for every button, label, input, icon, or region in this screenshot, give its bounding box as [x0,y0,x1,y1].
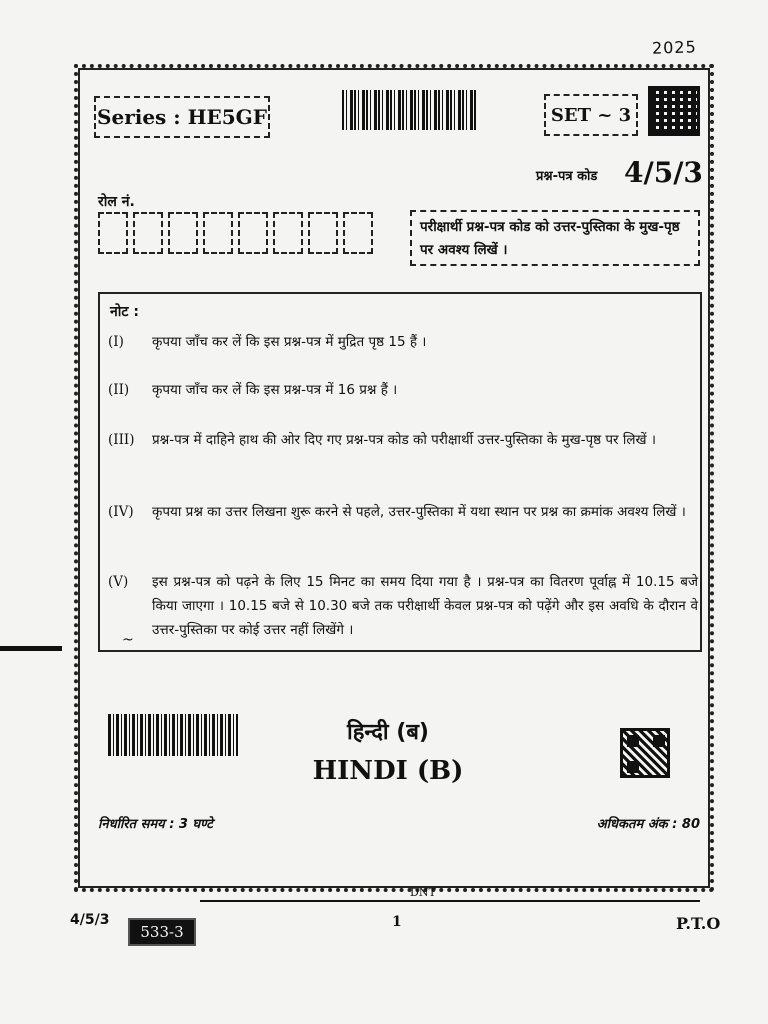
instructions-box [98,292,702,652]
roll-digit-box[interactable] [133,212,163,254]
subject-hindi: हिन्दी (ब) [347,720,429,745]
note-number: (V) [108,574,129,590]
tilde-mark: ~ [122,632,134,648]
paper-code-label: प्रश्न-पत्र कोड [536,169,598,184]
note-item [108,428,698,452]
roll-digit-box[interactable] [203,212,233,254]
note-item [108,378,698,402]
note-item [108,570,698,642]
roll-digit-box[interactable] [238,212,268,254]
note-number: (I) [108,334,124,350]
note-number: (IV) [108,504,134,520]
footer-code-box: 533-3 [128,918,196,946]
footer-rule [200,900,700,902]
note-item [108,330,698,354]
subject-english: HINDI (B) [312,756,464,786]
note-text: कृपया प्रश्न का उत्तर लिखना शुरू करने से पहले, उत्तर-पुस्तिका में यथा स्थान पर प्रश्न का क्रमांक अवश्य लिखें । [152,504,686,520]
page-number: 1 [392,914,402,930]
note-text: प्रश्न-पत्र में दाहिने हाथ की ओर दिए गए प्रश्न-पत्र कोड को परीक्षार्थी उत्तर-पुस्तिका के मुख-पृष्ठ पर लिखें । [152,432,656,448]
roll-note: परीक्षार्थी प्रश्न-पत्र कोड को उत्तर-पुस्तिका के मुख-पृष्ठ पर अवश्य लिखें । [410,210,700,266]
note-text: कृपया जाँच कर लें कि इस प्रश्न-पत्र में 16 प्रश्न हैं । [152,382,398,398]
pto-label: P.T.O [676,914,721,933]
roll-number-boxes [98,212,378,254]
roll-digit-box[interactable] [273,212,303,254]
roll-digit-box[interactable] [343,212,373,254]
time-allowed: निर्धारित समय : 3 घण्टे [98,817,213,832]
note-text: इस प्रश्न-पत्र को पढ़ने के लिए 15 मिनट का समय दिया गया है । प्रश्न-पत्र का वितरण पूर्वाह्न में 10.15 बजे किया जाएगा । 10.15 बजे से 10.30 बजे तक परीक्षार्थी केवल प्रश्न-पत्र को पढ़ेंगे और इस अवधि के दौरान वे उत्तर-पुस्तिका पर कोई उत्तर नहीं लिखेंगे । [152,574,698,638]
note-text: कृपया जाँच कर लें कि इस प्रश्न-पत्र में मुद्रित पृष्ठ 15 हैं । [152,334,427,350]
roll-digit-box[interactable] [98,212,128,254]
set-box: SET ~ 3 [544,94,638,136]
scan-mark [0,646,62,651]
series-box: Series : HE5GF [94,96,270,138]
barcode-middle [108,714,238,756]
roll-digit-box[interactable] [168,212,198,254]
datamatrix-code [648,86,700,136]
qr-code [620,728,670,778]
roll-digit-box[interactable] [308,212,338,254]
note-number: (II) [108,382,130,398]
note-number: (III) [108,432,135,448]
footer-paper-code: 4/5/3 [70,912,110,928]
paper-code: 4/5/3 [624,156,703,189]
note-item [108,500,698,524]
barcode-top [342,90,476,130]
handwritten-year: 2025 [651,37,698,58]
notes-heading: नोट : [110,304,139,320]
roll-number-label: रोल नं. [98,194,135,210]
max-marks: अधिकतम अंक : 80 [596,817,700,832]
dnt-label: DNT [410,886,436,899]
